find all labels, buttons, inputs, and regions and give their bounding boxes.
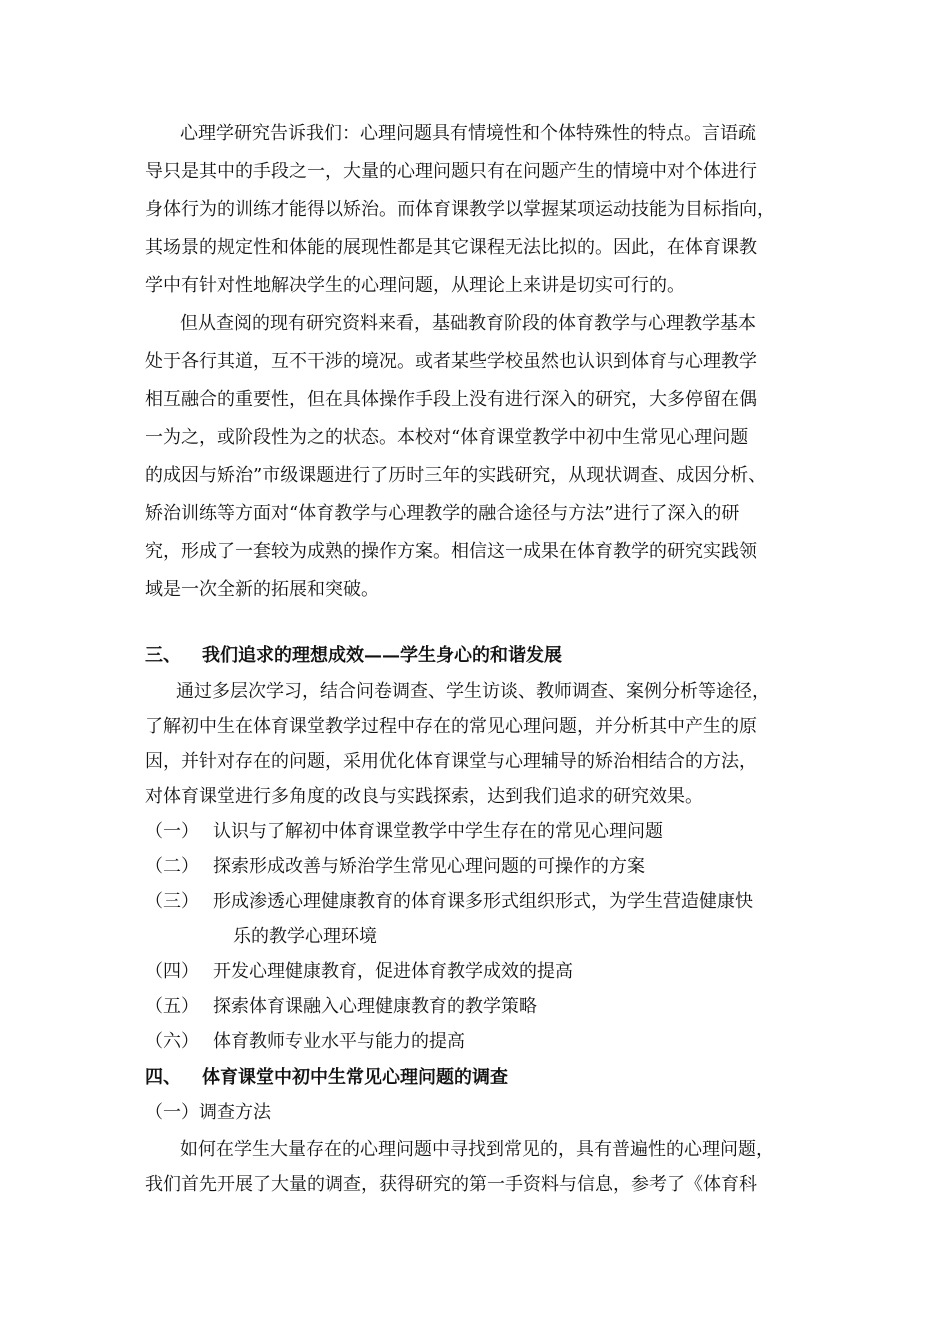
section3-item-1-number: （一） [145, 821, 199, 842]
section3-item-6-text: 体育教师专业水平与能力的提高 [213, 1031, 465, 1052]
paragraph1-line-5: 学中有针对性地解决学生的心理问题，从理论上来讲是切实可行的。 [145, 275, 685, 296]
section3-item-2-text: 探索形成改善与矫治学生常见心理问题的可操作的方案 [213, 856, 645, 877]
paragraph1-line-4: 其场景的规定性和体能的展现性都是其它课程无法比拟的。因此，在体育课教 [145, 237, 757, 258]
section3-item-5-number: （五） [145, 996, 199, 1017]
paragraph2-line-8: 域是一次全新的拓展和突破。 [145, 579, 379, 600]
section4-body-line-2: 我们首先开展了大量的调查，获得研究的第一手资料与信息，参考了《体育科 [145, 1174, 757, 1195]
paragraph1-line-3: 身体行为的训练才能得以矫治。而体育课教学以掌握某项运动技能为目标指向， [145, 199, 775, 220]
section4-body-line-1: 如何在学生大量存在的心理问题中寻找到常见的，具有普遍性的心理问题， [180, 1139, 774, 1160]
paragraph2-line-6: 矫治训练等方面对“体育教学与心理教学的融合途径与方法”进行了深入的研 [145, 503, 740, 524]
section4-title: 体育课堂中初中生常见心理问题的调查 [202, 1067, 508, 1088]
paragraph1-line-2: 导只是其中的手段之一，大量的心理问题只有在问题产生的情境中对个体进行 [145, 161, 757, 182]
section3-item-4-number: （四） [145, 961, 199, 982]
section3-number: 三、 [145, 645, 181, 666]
paragraph2-line-1: 但从查阅的现有研究资料来看，基础教育阶段的体育教学与心理教学基本 [180, 313, 756, 334]
section3-intro-line-3: 因，并针对存在的问题，采用优化体育课堂与心理辅导的矫治相结合的方法， [145, 751, 757, 772]
paragraph2-line-4: 一为之，或阶段性为之的状态。本校对“体育课堂教学中初中生常见心理问题 [145, 427, 749, 448]
section3-item-3-number: （三） [145, 891, 199, 912]
section3-item-3-continuation: 乐的教学心理环境 [233, 926, 377, 947]
section3-intro-line-1: 通过多层次学习，结合问卷调查、学生访谈、教师调查、案例分析等途径， [176, 681, 770, 702]
section3-intro-line-4: 对体育课堂进行多角度的改良与实践探索，达到我们追求的研究效果。 [145, 786, 703, 807]
section3-intro-line-2: 了解初中生在体育课堂教学过程中存在的常见心理问题，并分析其中产生的原 [145, 716, 757, 737]
paragraph2-line-7: 究，形成了一套较为成熟的操作方案。相信这一成果在体育教学的研究实践领 [145, 541, 757, 562]
paragraph2-line-2: 处于各行其道，互不干涉的境况。或者某些学校虽然也认识到体育与心理教学 [145, 351, 757, 372]
section3-item-1-text: 认识与了解初中体育课堂教学中学生存在的常见心理问题 [213, 821, 663, 842]
section3-item-5-text: 探索体育课融入心理健康教育的教学策略 [213, 996, 537, 1017]
section3-item-3-text: 形成渗透心理健康教育的体育课多形式组织形式，为学生营造健康快 [213, 891, 753, 912]
section3-item-2-number: （二） [145, 856, 199, 877]
section4-number: 四、 [145, 1067, 181, 1088]
paragraph1-line-1: 心理学研究告诉我们：心理问题具有情境性和个体特殊性的特点。言语疏 [180, 123, 756, 144]
paragraph2-line-3: 相互融合的重要性，但在具体操作手段上没有进行深入的研究，大多停留在偶 [145, 389, 757, 410]
section3-item-4-text: 开发心理健康教育，促进体育教学成效的提高 [213, 961, 573, 982]
section3-item-6-number: （六） [145, 1031, 199, 1052]
section4-subheading: （一）调查方法 [145, 1102, 271, 1123]
section3-title: 我们追求的理想成效——学生身心的和谐发展 [202, 645, 562, 666]
paragraph2-line-5: 的成因与矫治”市级课题进行了历时三年的实践研究，从现状调查、成因分析、 [145, 465, 767, 486]
